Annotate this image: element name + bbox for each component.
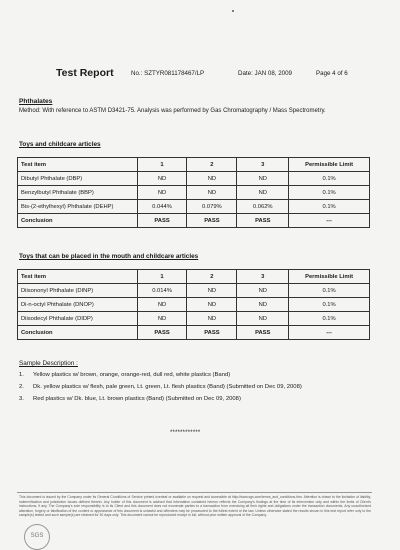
limit-cell: 0.1% [289,200,370,214]
results-table-1 [17,157,370,228]
result-cell: ND [137,186,187,200]
column-header: Permissible Limit [289,270,370,284]
section-heading: Phthalates [19,98,53,105]
method-text: Method: With reference to ASTM D3421-75. Analysis was performed by Gas Chromatography / Mass Spectrometry. [19,108,326,114]
item-number: 1. [19,372,24,378]
result-cell: 0.062% [237,200,289,214]
conclusion-cell: PASS [187,214,237,228]
conclusion-cell: PASS [237,326,289,340]
test-item-cell: Benzylbutyl Phthalate (BBP) [18,186,138,200]
column-header: 1 [137,158,187,172]
table-row [18,200,370,214]
column-header: Test item [18,270,138,284]
result-cell: ND [187,284,237,298]
result-cell: ND [237,172,289,186]
limit-cell: 0.1% [289,172,370,186]
table-row [18,186,370,200]
table-row [18,312,370,326]
report-title: Test Report [56,67,114,79]
item-text: Red plastics w/ Dk. blue, Lt. brown plastics (Band) (Submitted on Dec 09, 2008) [33,396,241,402]
conclusion-cell: --- [289,214,370,228]
report-header [0,67,400,81]
conclusion-cell: PASS [137,326,187,340]
conclusion-label: Conclusion [18,214,138,228]
column-header: 3 [237,270,289,284]
footer-divider [17,492,372,493]
test-item-cell: Dibutyl Phthalate (DBP) [18,172,138,186]
limit-cell: 0.1% [289,284,370,298]
result-cell: ND [237,312,289,326]
conclusion-label: Conclusion [18,326,138,340]
scan-speck [232,10,234,12]
test-item-cell: Diisodecyl Phthalate (DIDP) [18,312,138,326]
list-item [19,371,379,383]
column-header: 1 [137,270,187,284]
list-item [19,383,379,395]
conclusion-row [18,214,370,228]
result-cell: ND [237,186,289,200]
column-header: 3 [237,158,289,172]
result-cell: ND [187,186,237,200]
sample-description-list [19,371,379,407]
item-number: 2. [19,384,24,390]
table-1-heading: Toys and childcare articles [19,141,101,148]
company-seal [24,524,50,550]
conclusion-cell: PASS [237,214,289,228]
result-cell: ND [137,172,187,186]
column-header: Permissible Limit [289,158,370,172]
results-table-2 [17,269,370,340]
result-cell: ND [187,298,237,312]
result-cell: ND [187,172,237,186]
result-cell: ND [137,312,187,326]
seal-text: SGS [30,533,44,539]
item-text: Yellow plastics w/ brown, orange, orange-red, dull red, white plastics (Band) [33,372,231,378]
page-number: Page 4 of 6 [316,70,348,77]
limit-cell: 0.1% [289,298,370,312]
conclusion-cell: PASS [187,326,237,340]
test-item-cell: Di-n-octyl Phthalate (DNOP) [18,298,138,312]
limit-cell: 0.1% [289,186,370,200]
result-cell: ND [187,312,237,326]
result-cell: 0.079% [187,200,237,214]
conclusion-row [18,326,370,340]
test-item-cell: Diisononyl Phthalate (DINP) [18,284,138,298]
item-text: Dk. yellow plastics w/ flesh, pale green, Lt. green, Lt. flesh plastics (Band) (Submitted on Dec 09, 2008) [33,384,302,390]
conclusion-cell: PASS [137,214,187,228]
report-number: No.: SZTYR081178467/LP [131,70,205,77]
table-header-row [18,158,370,172]
report-date: Date: JAN 08, 2009 [238,70,293,77]
conclusion-cell: --- [289,326,370,340]
list-item [19,395,379,407]
end-of-report-marker: ************ [170,430,201,436]
sample-description-heading: Sample Description : [19,360,78,367]
result-cell: 0.044% [137,200,187,214]
limit-cell: 0.1% [289,312,370,326]
column-header: 2 [187,270,237,284]
table-row [18,172,370,186]
table-header-row [18,270,370,284]
column-header: 2 [187,158,237,172]
result-cell: ND [137,298,187,312]
legal-disclaimer: This document is issued by the Company under its General Conditions of Service printed overleaf or available on request and accessible at http://www.sgs.com/terms_and_conditions.htm. Attention is drawn to the limitation of liability, indemnification and jurisdiction issues defined therein. Any holder of this document is advised that information contained hereon reflects the Company's findings at the time of its intervention only and within the limits of Client's instructions, if any. The Company's sole responsibility is to its Client and this document does not exonerate parties to a transaction from exercising all their rights and obligations under the transaction documents. Any unauthorized alteration, forgery or falsification of the content or appearance of this document is unlawful and offenders may be prosecuted to the fullest extent of the law. Unless otherwise stated the results shown in this test report refer only to the sample(s) tested and such sample(s) are retained for 30 days only. This document cannot be reproduced except in full, without prior written approval of the Company. [19,495,371,518]
test-item-cell: Bis-(2-ethylhexyl) Phthalate (DEHP) [18,200,138,214]
table-2-heading: Toys that can be placed in the mouth and childcare articles [19,253,199,260]
result-cell: ND [237,298,289,312]
result-cell: 0.014% [137,284,187,298]
item-number: 3. [19,396,24,402]
column-header: Test item [18,158,138,172]
table-row [18,284,370,298]
result-cell: ND [237,284,289,298]
table-row [18,298,370,312]
